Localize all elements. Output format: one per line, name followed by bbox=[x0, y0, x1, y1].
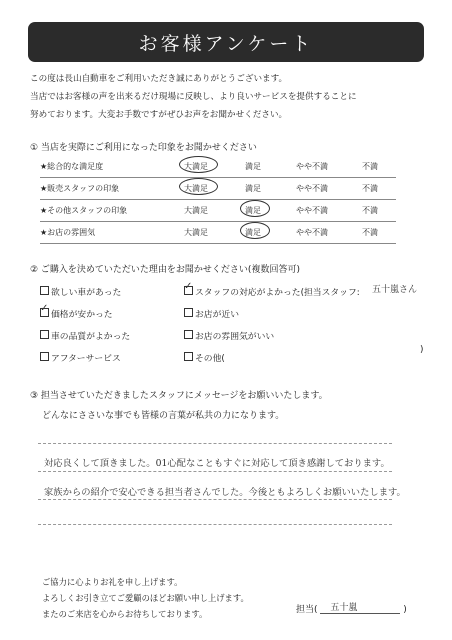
question-1-title: ① 当店を実際にご利用になった印象をお聞かせください bbox=[30, 143, 257, 153]
staff-close-paren: ) bbox=[403, 605, 407, 615]
rating-row-label: ★お店の雰囲気 bbox=[40, 228, 96, 237]
selection-circle bbox=[240, 200, 270, 217]
checkbox[interactable] bbox=[40, 330, 49, 339]
staff-name-line bbox=[320, 603, 400, 614]
checkbox-option[interactable] bbox=[40, 329, 130, 342]
intro-text bbox=[30, 70, 430, 124]
checkbox-option[interactable] bbox=[184, 351, 225, 364]
rating-option[interactable]: やや不満 bbox=[296, 184, 328, 193]
rating-option[interactable]: 大満足 bbox=[184, 206, 208, 215]
closing-text bbox=[42, 574, 249, 622]
staff-label: 担当( bbox=[296, 605, 318, 615]
closing-line: よろしくお引き立てご愛顧のほどお願い申し上げます。 bbox=[42, 593, 249, 603]
intro-line: 努めております。大変お手数ですがぜひお声をお聞かせください。 bbox=[30, 110, 288, 120]
checkbox[interactable] bbox=[40, 303, 49, 317]
selection-circle bbox=[179, 178, 218, 195]
rating-row bbox=[40, 224, 396, 244]
question-3-title: ③ 担当させていただきましたスタッフにメッセージをお願いいたします。 bbox=[30, 391, 328, 401]
checkbox-label: 欲しい車があった bbox=[51, 288, 122, 298]
checkbox-option[interactable] bbox=[184, 329, 274, 342]
row-divider bbox=[40, 243, 396, 244]
intro-line: この度は長山自動車をご利用いただき誠にありがとうございます。 bbox=[30, 74, 288, 84]
closing-line: ご協力に心よりお礼を申し上げます。 bbox=[42, 577, 183, 587]
rating-row bbox=[40, 158, 396, 178]
selection-circle bbox=[179, 156, 218, 173]
message-line: 対応良くして頂きました。01心配なこともすぐに対応して頂き感謝しております。 bbox=[44, 458, 390, 469]
message-ruled-line bbox=[38, 443, 392, 444]
other-close-paren: ) bbox=[420, 345, 424, 355]
checkbox-label: 価格が安かった bbox=[51, 310, 113, 320]
rating-option[interactable]: 満足 bbox=[245, 162, 261, 171]
rating-option[interactable]: やや不満 bbox=[296, 228, 328, 237]
question-3-subtitle: どんなにささいな事でも皆様の言葉が私共の力になります。 bbox=[42, 411, 285, 421]
checkbox-label: お店の雰囲気がいい bbox=[195, 332, 275, 342]
staff-name-handwritten: 五十嵐 bbox=[330, 603, 358, 613]
rating-option[interactable]: 不満 bbox=[362, 206, 378, 215]
rating-option[interactable]: 満足 bbox=[245, 206, 261, 215]
rating-option[interactable]: 満足 bbox=[245, 228, 261, 237]
row-divider bbox=[40, 177, 396, 178]
checkbox[interactable] bbox=[184, 281, 193, 295]
rating-option[interactable]: 満足 bbox=[245, 184, 261, 193]
message-ruled-line bbox=[38, 471, 392, 472]
rating-row-label: ★販売スタッフの印象 bbox=[40, 184, 120, 193]
checkbox-label: お店が近い bbox=[195, 310, 239, 320]
check-mark-icon: ✓ bbox=[184, 281, 193, 292]
staff-signature-field bbox=[296, 602, 407, 615]
selection-circle bbox=[240, 222, 270, 239]
rating-option[interactable]: 大満足 bbox=[184, 228, 208, 237]
checkbox[interactable] bbox=[184, 352, 193, 361]
staff-name-handwritten: 五十嵐さん bbox=[372, 285, 418, 295]
rating-option[interactable]: 大満足 bbox=[184, 162, 208, 171]
closing-line: またのご来店を心からお待ちしております。 bbox=[42, 609, 208, 619]
rating-option[interactable]: 不満 bbox=[362, 184, 378, 193]
rating-row-label: ★その他スタッフの印象 bbox=[40, 206, 128, 215]
rating-option[interactable]: やや不満 bbox=[296, 162, 328, 171]
message-line: 家族からの紹介で安心できる担当者さんでした。今後ともよろしくお願いいたします。 bbox=[44, 487, 406, 498]
checkbox[interactable] bbox=[40, 286, 49, 295]
rating-row-label: ★総合的な満足度 bbox=[40, 162, 104, 171]
rating-row bbox=[40, 202, 396, 222]
checkbox-label: 車の品質がよかった bbox=[51, 332, 131, 342]
checkbox[interactable] bbox=[40, 352, 49, 361]
checkbox-option[interactable] bbox=[184, 281, 360, 298]
row-divider bbox=[40, 221, 396, 222]
checkbox-option[interactable] bbox=[184, 307, 239, 320]
rating-option[interactable]: やや不満 bbox=[296, 206, 328, 215]
checkbox-label: その他( bbox=[195, 354, 225, 364]
rating-row bbox=[40, 180, 396, 200]
message-ruled-line bbox=[38, 524, 392, 525]
rating-option[interactable]: 大満足 bbox=[184, 184, 208, 193]
rating-option[interactable]: 不満 bbox=[362, 228, 378, 237]
checkbox-label: アフターサービス bbox=[51, 354, 121, 364]
checkbox-option[interactable] bbox=[40, 303, 113, 320]
row-divider bbox=[40, 199, 396, 200]
checkbox-option[interactable] bbox=[40, 351, 121, 364]
survey-title: お客様アンケート bbox=[28, 22, 424, 62]
rating-option[interactable]: 不満 bbox=[362, 162, 378, 171]
checkbox[interactable] bbox=[184, 330, 193, 339]
question-2-title: ② ご購入を決めていただいた理由をお聞かせください(複数回答可) bbox=[30, 265, 300, 275]
checkbox[interactable] bbox=[184, 308, 193, 317]
check-mark-icon: ✓ bbox=[40, 303, 49, 314]
message-ruled-line bbox=[38, 499, 392, 500]
checkbox-label: スタッフの対応がよかった(担当スタッフ: bbox=[195, 288, 360, 298]
checkbox-option[interactable] bbox=[40, 285, 121, 298]
intro-line: 当店ではお客様の声を出来るだけ現場に反映し、より良いサービスを提供することに bbox=[30, 92, 357, 102]
